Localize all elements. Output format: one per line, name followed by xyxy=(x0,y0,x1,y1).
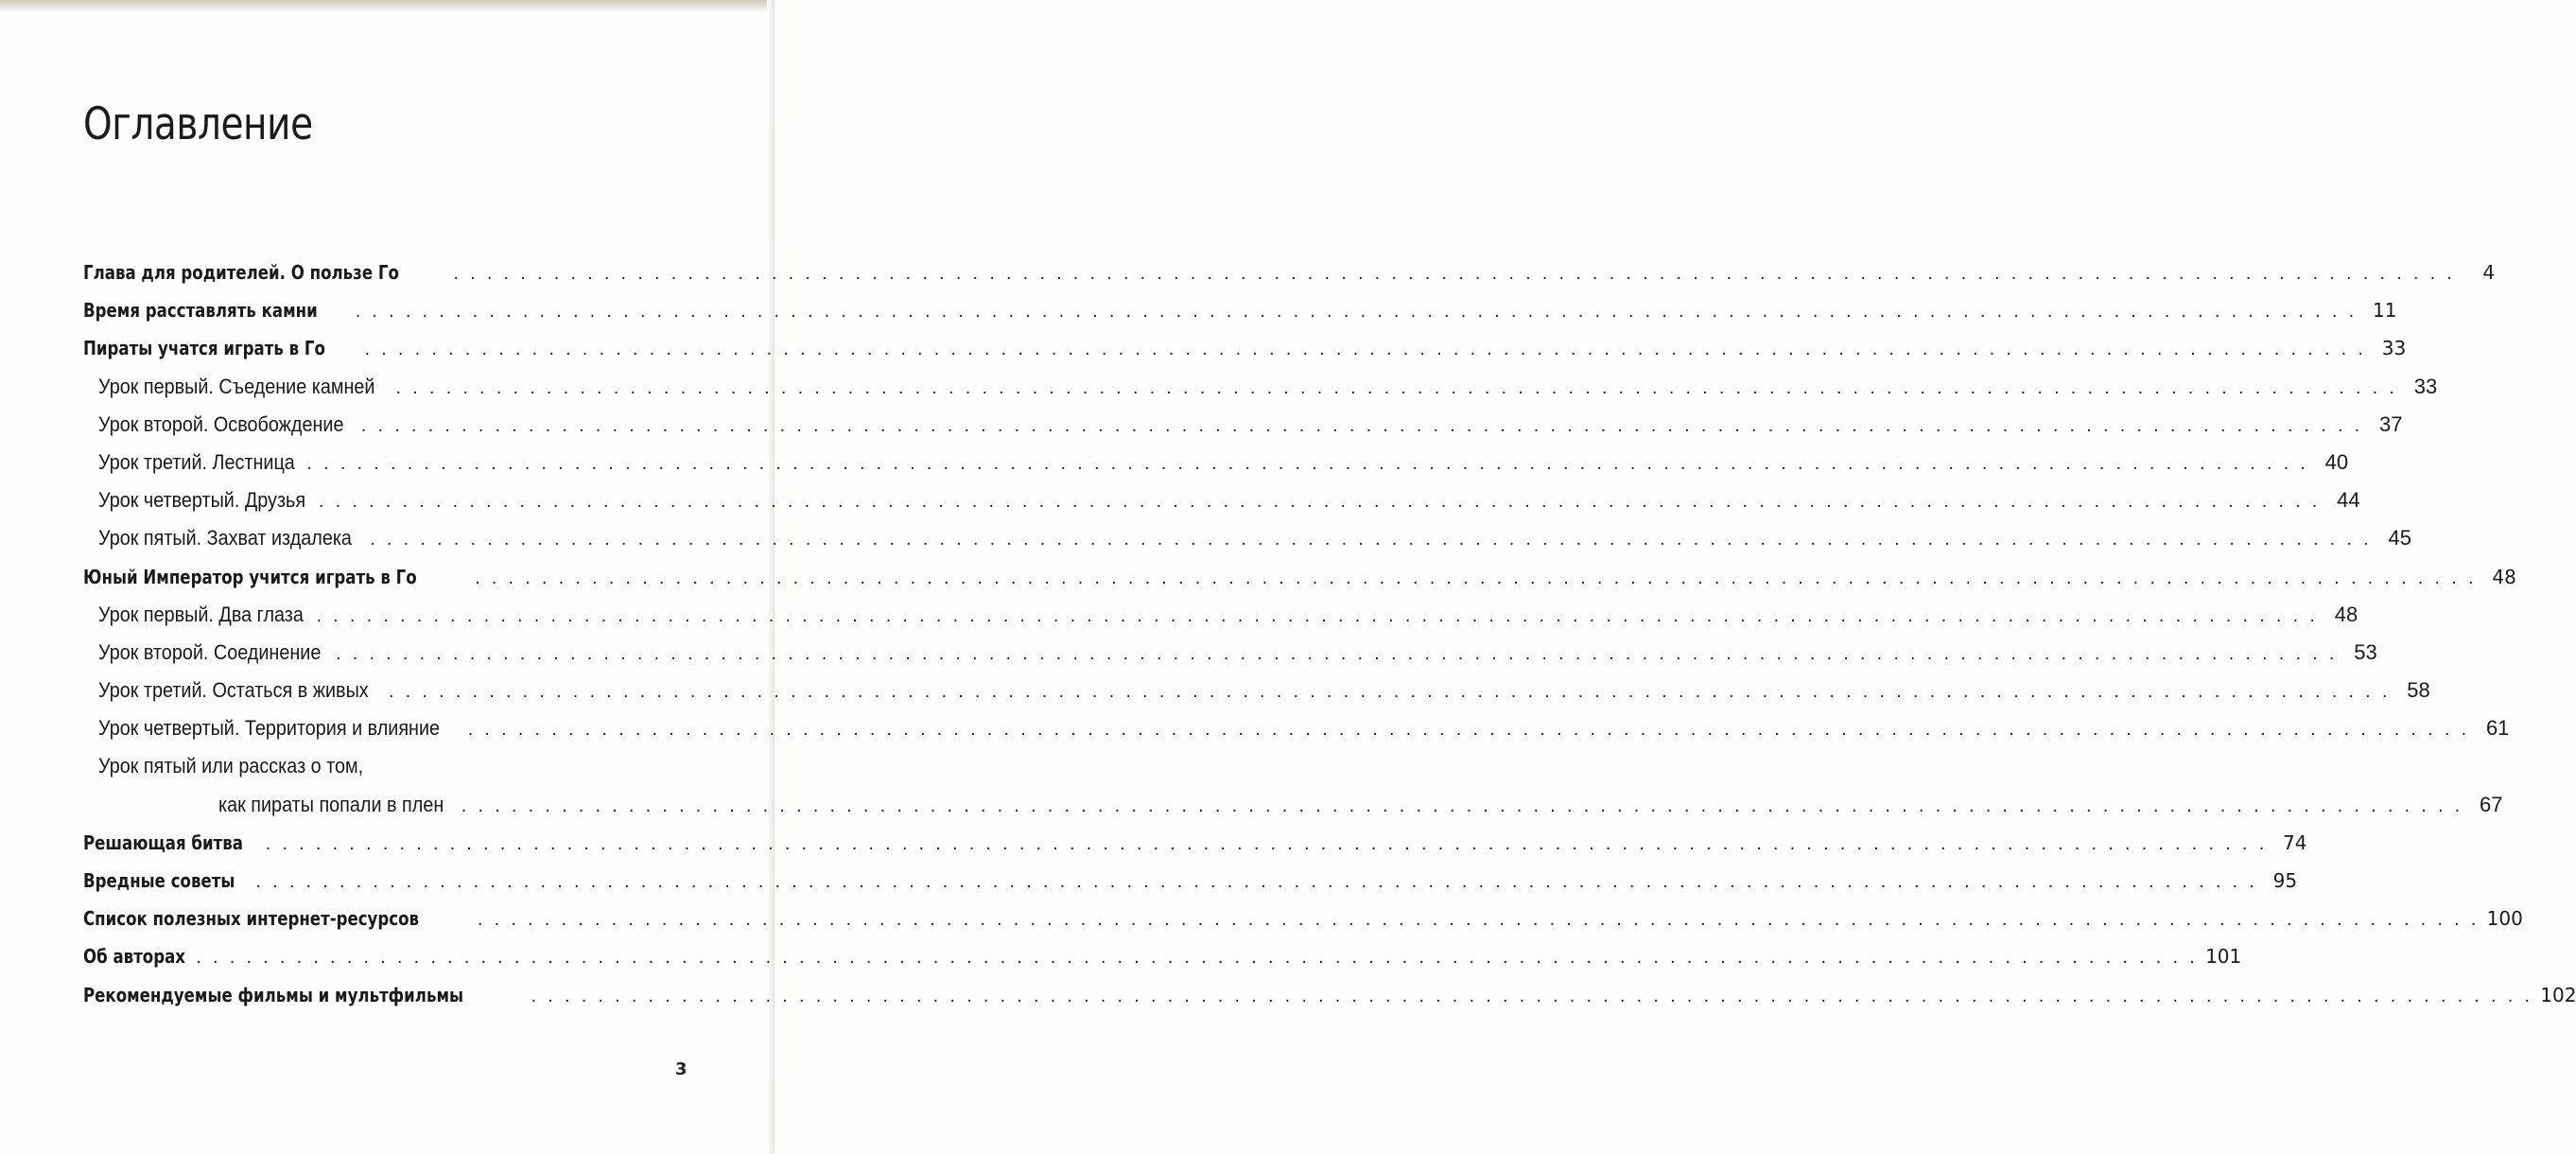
toc-dot-leader: . . . . . . . . . . . . . . . . . . . . . . . . . . . . . . . . . . . . . . . . . . . . . . . . . . . . . . . . . . . . . . . . . . . . . . . . . . . . . . . . . . . . . . . . . . . . . . . . . . . . . . . . . . . . . . . . . . . . . . . . xyxy=(318,491,2321,513)
toc-entry-page: 58 xyxy=(2407,678,2430,703)
toc-line xyxy=(98,444,2349,482)
toc-entry-title: Решающая битва xyxy=(83,831,243,854)
toc-entry xyxy=(83,672,2430,709)
toc-entry-page: 48 xyxy=(2334,602,2358,626)
page-top-edge xyxy=(0,0,775,13)
toc-line xyxy=(83,976,2576,1015)
toc-dot-leader: . . . . . . . . . . . . . . . . . . . . . . . . . . . . . . . . . . . . . . . . . . . . . . . . . . . . . . . . . . . . . . . . . . . . . . . . . . . . . . . . . . . . . . . . . . . . . . . . . . . . . . . . . . . . . . . . . . . . . . . . xyxy=(306,452,2309,474)
toc-line xyxy=(83,291,2397,330)
toc-entry xyxy=(83,329,2407,367)
toc-line xyxy=(83,254,2496,292)
toc-dot-leader: . . . . . . . . . . . . . . . . . . . . . . . . . . . . . . . . . . . . . . . . . . . . . . . . . . . . . . . . . . . . . . . . . . . . . . . . . . . . . . . . . . . . . . . . . . . . . . . . . . . . . . . . . . . . . . . . . . . . . . . . xyxy=(467,719,2470,741)
toc-line xyxy=(98,747,689,785)
toc-entry xyxy=(83,862,2298,900)
toc-dot-leader: . . . . . . . . . . . . . . . . . . . . . . . . . . . . . . . . . . . . . . . . . . . . . . . . . . . . . . . . . . . . . . . . . . . . . . . . . . . . . . . . . . . . . . . . . . . . . . . . . . . . . . . . . . . . . . . . . . . . . . . . xyxy=(531,985,2533,1006)
toc-line xyxy=(98,368,2438,407)
toc-line xyxy=(98,634,2377,673)
toc-entry-title: Урок пятый или рассказ о том, xyxy=(98,754,364,778)
page-title: Оглавление xyxy=(83,98,313,150)
toc-entry-title: Рекомендуемые фильмы и мультфильмы xyxy=(83,983,464,1006)
toc-entry-page: 102 xyxy=(2540,983,2576,1006)
toc-entry-page: 101 xyxy=(2205,945,2242,969)
toc-entry-page: 48 xyxy=(2492,565,2516,588)
toc-dot-leader: . . . . . . . . . . . . . . . . . . . . . . . . . . . . . . . . . . . . . . . . . . . . . . . . . . . . . . . . . . . . . . . . . . . . . . . . . . . . . . . . . . . . . . . . . . . . . . . . . . . . . . . . . . . . . . . . . . . . . . . . xyxy=(453,263,2456,284)
toc-entry xyxy=(83,747,689,785)
toc-entry xyxy=(83,519,2411,557)
toc-entry-title: Юный Император учится играть в Го xyxy=(83,565,417,588)
toc-dot-leader: . . . . . . . . . . . . . . . . . . . . . . . . . . . . . . . . . . . . . . . . . . . . . . . . . . . . . . . . . . . . . . . . . . . . . . . . . . . . . . . . . . . . . . . . . . . . . . . . . . . . . . . . . . . . . . . . . . . . . . . . xyxy=(355,301,2358,323)
toc-line xyxy=(98,709,2510,748)
toc-entry-title: Глава для родителей. О пользе Го xyxy=(83,261,399,284)
toc-entry xyxy=(83,786,2503,824)
toc-dot-leader: . . . . . . . . . . . . . . . . . . . . . . . . . . . . . . . . . . . . . . . . . . . . . . . . . . . . . . . . . . . . . . . . . . . . . . . . . . . . . . . . . . . . . . . . . . . . . . . . . . . . . . . . . . . . . . . . . . . . . . . . xyxy=(364,339,2367,360)
toc-entry-title: Урок пятый. Захват издалека xyxy=(98,526,352,551)
toc-dot-leader: . . . . . . . . . . . . . . . . . . . . . . . . . . . . . . . . . . . . . . . . . . . . . . . . . . . . . . . . . . . . . . . . . . . . . . . . . . . . . . . . . . . . . . . . . . . . . . . . . . . . . . . . . . . . . . . . . . . . . . . . xyxy=(336,642,2338,664)
toc-entry xyxy=(83,558,2516,596)
toc-entry-title: как пираты попали в плен xyxy=(218,792,444,816)
toc-entry xyxy=(83,824,2307,862)
toc-dot-leader: . . . . . . . . . . . . . . . . . . . . . . . . . . . . . . . . . . . . . . . . . . . . . . . . . . . . . . . . . . . . . . . . . . . . . . . . . . . . . . . . . . . . . . . . . . . . . . . . . . . . . . . . . . . . . . . . . . . . . . . . xyxy=(265,832,2268,854)
toc-entry xyxy=(83,596,2358,634)
toc-line xyxy=(218,786,2503,825)
toc-entry-title: Урок первый. Съедение камней xyxy=(98,374,375,398)
toc-line xyxy=(98,672,2430,710)
toc-dot-leader: . . . . . . . . . . . . . . . . . . . . . . . . . . . . . . . . . . . . . . . . . . . . . . . . . . . . . . . . . . . . . . . . . . . . . . . . . . . . . . . . . . . . . . . . . . . . . . . . . . . . . . . . . . . . . . . . . . . . . . . . xyxy=(395,376,2398,398)
toc-entry xyxy=(83,634,2377,672)
toc-line xyxy=(83,329,2407,368)
toc-entry xyxy=(83,406,2403,444)
toc-entry xyxy=(83,709,2510,747)
toc-entry-page: 37 xyxy=(2379,411,2403,436)
toc-line xyxy=(98,596,2358,635)
toc-entry-title: Урок первый. Два глаза xyxy=(98,602,304,626)
toc-entry-title: Вредные советы xyxy=(83,869,235,892)
toc-entry-page: 74 xyxy=(2283,831,2307,854)
toc-entry xyxy=(83,444,2349,481)
table-of-contents xyxy=(83,254,2576,1014)
toc-entry-title: Урок четвертый. Территория и влияние xyxy=(98,716,441,741)
toc-entry-title: Урок второй. Освобождение xyxy=(98,411,344,436)
toc-entry-page: 100 xyxy=(2486,907,2523,931)
toc-dot-leader: . . . . . . . . . . . . . . . . . . . . . . . . . . . . . . . . . . . . . . . . . . . . . . . . . . . . . . . . . . . . . . . . . . . . . . . . . . . . . . . . . . . . . . . . . . . . . . . . . . . . . . . . . . . . . . . . . . . . . . . . xyxy=(196,947,2199,969)
toc-line xyxy=(83,862,2298,900)
toc-entry-page: 11 xyxy=(2372,299,2397,323)
toc-entry-page: 53 xyxy=(2354,639,2377,664)
toc-dot-leader: . . . . . . . . . . . . . . . . . . . . . . . . . . . . . . . . . . . . . . . . . . . . . . . . . . . . . . . . . . . . . . . . . . . . . . . . . . . . . . . . . . . . . . . . . . . . . . . . . . . . . . . . . . . . . . . . . . . . . . . . xyxy=(477,909,2480,931)
toc-dot-leader: . . . . . . . . . . . . . . . . . . . . . . . . . . . . . . . . . . . . . . . . . . . . . . . . . . . . . . . . . . . . . . . . . . . . . . . . . . . . . . . . . . . . . . . . . . . . . . . . . . . . . . . . . . . . . . . . . . . . . . . . xyxy=(475,567,2477,588)
page-number: 3 xyxy=(675,1059,688,1079)
toc-entry-page: 95 xyxy=(2272,869,2298,892)
toc-entry-page: 33 xyxy=(2413,374,2438,398)
toc-entry-title: Урок четвертый. Друзья xyxy=(98,488,306,513)
toc-entry-page: 4 xyxy=(2482,261,2496,284)
toc-entry-title: Об авторах xyxy=(83,945,186,969)
toc-line xyxy=(83,824,2307,863)
toc-entry-page: 45 xyxy=(2388,526,2411,551)
toc-entry xyxy=(83,291,2397,329)
toc-entry-title: Урок третий. Остаться в живых xyxy=(98,678,369,703)
toc-entry xyxy=(83,368,2438,406)
toc-line xyxy=(83,937,2242,976)
toc-entry-page: 44 xyxy=(2337,488,2360,513)
toc-entry-title: Список полезных интернет-ресурсов xyxy=(83,907,420,931)
toc-entry-title: Время расставлять камни xyxy=(83,299,318,323)
toc-entry-page: 40 xyxy=(2324,449,2349,474)
toc-line xyxy=(98,406,2403,445)
toc-entry-page: 67 xyxy=(2480,792,2503,816)
toc-entry xyxy=(83,937,2242,975)
toc-dot-leader: . . . . . . . . . . . . . . . . . . . . . . . . . . . . . . . . . . . . . . . . . . . . . . . . . . . . . . . . . . . . . . . . . . . . . . . . . . . . . . . . . . . . . . . . . . . . . . . . . . . . . . . . . . . . . . . . . . . . . . . . xyxy=(316,604,2319,626)
toc-line xyxy=(83,900,2523,938)
toc-entry xyxy=(83,254,2496,291)
toc-entry-title: Пираты учатся играть в Го xyxy=(83,337,325,360)
toc-entry-page: 61 xyxy=(2485,716,2510,741)
toc-dot-leader: . . . . . . . . . . . . . . . . . . . . . . . . . . . . . . . . . . . . . . . . . . . . . . . . . . . . . . . . . . . . . . . . . . . . . . . . . . . . . . . . . . . . . . . . . . . . . . . . . . . . . . . . . . . . . . . . . . . . . . . . xyxy=(461,795,2463,816)
toc-dot-leader: . . . . . . . . . . . . . . . . . . . . . . . . . . . . . . . . . . . . . . . . . . . . . . . . . . . . . . . . . . . . . . . . . . . . . . . . . . . . . . . . . . . . . . . . . . . . . . . . . . . . . . . . . . . . . . . . . . . . . . . . xyxy=(370,529,2372,551)
toc-entry-title: Урок третий. Лестница xyxy=(98,449,295,474)
toc-entry xyxy=(83,900,2523,937)
toc-dot-leader: . . . . . . . . . . . . . . . . . . . . . . . . . . . . . . . . . . . . . . . . . . . . . . . . . . . . . . . . . . . . . . . . . . . . . . . . . . . . . . . . . . . . . . . . . . . . . . . . . . . . . . . . . . . . . . . . . . . . . . . . xyxy=(388,681,2391,703)
toc-dot-leader: . . . . . . . . . . . . . . . . . . . . . . . . . . . . . . . . . . . . . . . . . . . . . . . . . . . . . . . . . . . . . . . . . . . . . . . . . . . . . . . . . . . . . . . . . . . . . . . . . . . . . . . . . . . . . . . . . . . . . . . . xyxy=(360,414,2363,436)
toc-entry-page: 33 xyxy=(2381,337,2407,360)
toc-line xyxy=(98,519,2411,558)
toc-entry xyxy=(83,976,2576,1014)
toc-entry xyxy=(83,481,2360,519)
toc-entry-title: Урок второй. Соединение xyxy=(98,639,322,664)
toc-line xyxy=(83,558,2516,597)
toc-dot-leader: . . . . . . . . . . . . . . . . . . . . . . . . . . . . . . . . . . . . . . . . . . . . . . . . . . . . . . . . . . . . . . . . . . . . . . . . . . . . . . . . . . . . . . . . . . . . . . . . . . . . . . . . . . . . . . . . . . . . . . . . xyxy=(255,871,2258,892)
toc-line xyxy=(98,481,2360,520)
